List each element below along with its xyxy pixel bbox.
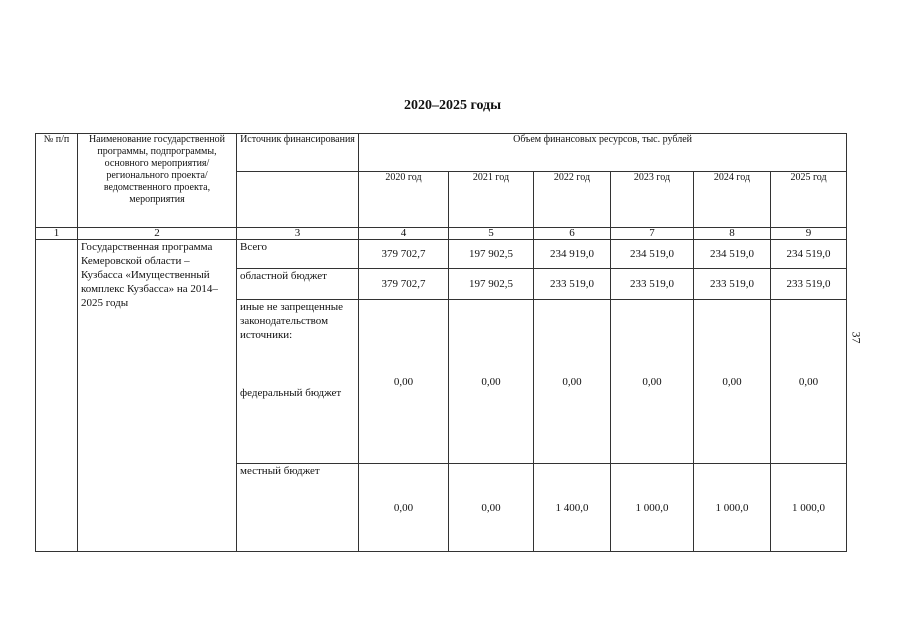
- page-title: 2020–2025 годы: [403, 98, 502, 113]
- cell-value: 379 702,7: [359, 240, 449, 269]
- cell-value: 234 519,0: [611, 240, 694, 269]
- header-year: 2021 год: [449, 172, 534, 228]
- cell-value: 0,00: [359, 300, 449, 464]
- row-label: Всего: [237, 240, 359, 269]
- cell-value: 0,00: [449, 300, 534, 464]
- header-year: 2023 год: [611, 172, 694, 228]
- cell-value: 234 519,0: [694, 240, 771, 269]
- cell-value: 234 519,0: [771, 240, 847, 269]
- header-source-empty: [237, 172, 359, 228]
- row-label: иные не запрещенные законодательством источники:: [237, 300, 359, 386]
- cell-value: 233 519,0: [534, 269, 611, 300]
- row-label: областной бюджет: [237, 269, 359, 300]
- cell-value: 0,00: [771, 300, 847, 464]
- cell-value: 233 519,0: [611, 269, 694, 300]
- header-row-1: [36, 134, 847, 172]
- column-number: 9: [771, 228, 847, 240]
- cell-value: 1 000,0: [611, 464, 694, 552]
- header-year: 2020 год: [359, 172, 449, 228]
- header-year: 2024 год: [694, 172, 771, 228]
- row-label: федеральный бюджет: [237, 386, 359, 464]
- header-year: 2022 год: [534, 172, 611, 228]
- column-number: 1: [36, 228, 78, 240]
- cell-value: 379 702,7: [359, 269, 449, 300]
- cell-value: 0,00: [694, 300, 771, 464]
- cell-value: 234 919,0: [534, 240, 611, 269]
- column-number: 8: [694, 228, 771, 240]
- header-volume: Объем финансовых ресурсов, тыс. рублей: [359, 134, 847, 172]
- cell-value: 1 000,0: [771, 464, 847, 552]
- column-number-row: [36, 228, 847, 240]
- cell-value: 0,00: [611, 300, 694, 464]
- row-total: [36, 240, 847, 269]
- program-name: Государственная программа Кемеровской области – Кузбасса «Имущественный комплекс Кузбасса» на 2014–2025 годы: [78, 240, 237, 552]
- cell-value: 1 000,0: [694, 464, 771, 552]
- financing-table: [35, 133, 847, 552]
- column-number: 6: [534, 228, 611, 240]
- header-source: Источник финансирования: [237, 134, 359, 172]
- column-number: 2: [78, 228, 237, 240]
- cell-value: 197 902,5: [449, 240, 534, 269]
- column-number: 4: [359, 228, 449, 240]
- header-name: Наименование государственной программы, подпрограммы, основного мероприятия/ регионального проекта/ ведомственного проекта, мероприятия: [78, 134, 237, 228]
- cell-value: 0,00: [359, 464, 449, 552]
- column-number: 3: [237, 228, 359, 240]
- row-label: местный бюджет: [237, 464, 359, 552]
- row-num-empty: [36, 240, 78, 552]
- cell-value: 0,00: [449, 464, 534, 552]
- cell-value: 197 902,5: [449, 269, 534, 300]
- header-num: № п/п: [36, 134, 78, 228]
- cell-value: 233 519,0: [771, 269, 847, 300]
- column-number: 7: [611, 228, 694, 240]
- cell-value: 1 400,0: [534, 464, 611, 552]
- header-year: 2025 год: [771, 172, 847, 228]
- cell-value: 0,00: [534, 300, 611, 464]
- page-number: 37: [849, 331, 864, 344]
- cell-value: 233 519,0: [694, 269, 771, 300]
- column-number: 5: [449, 228, 534, 240]
